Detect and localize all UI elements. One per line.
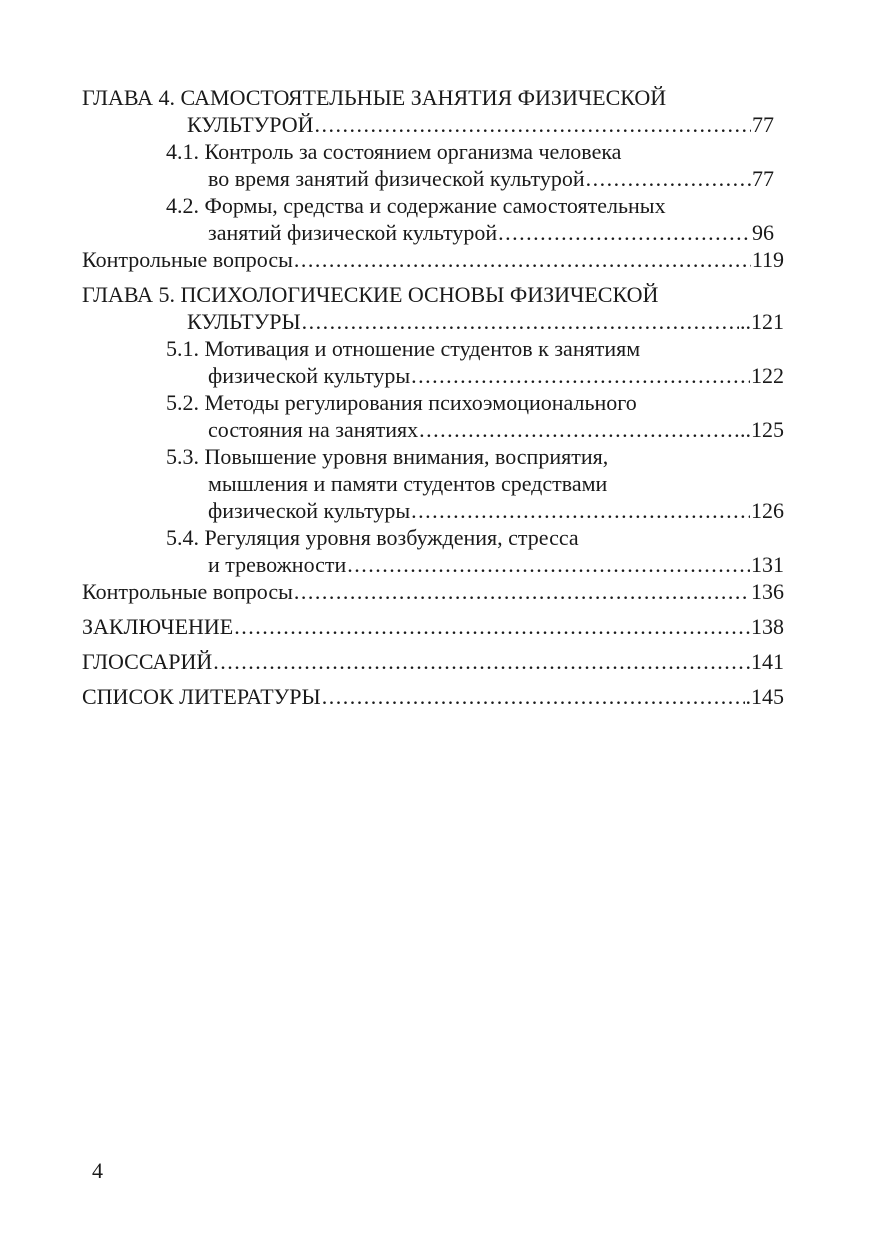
page-ref: 131 (751, 552, 784, 577)
page-ref: .145 (745, 684, 784, 709)
toc-entry[interactable] (82, 497, 784, 524)
toc-entry-references[interactable] (82, 683, 784, 710)
toc-chapter-5 (82, 281, 784, 605)
toc-entry[interactable] (82, 219, 784, 246)
section-title-line (82, 192, 784, 219)
section-title-line (82, 335, 784, 362)
toc-entry[interactable] (82, 165, 784, 192)
leader-dots (498, 219, 751, 246)
page-ref: 77 (752, 166, 774, 191)
leader-dots (302, 308, 739, 335)
toc-entry[interactable] (82, 416, 784, 443)
leader-dots (411, 362, 750, 389)
conclusion-label: ЗАКЛЮЧЕНИЕ (82, 614, 234, 639)
section-5-2-title: 5.2. Методы регулирования психоэмоционального (166, 390, 637, 415)
section-4-2-title: 4.2. Формы, средства и содержание самостоятельных (166, 193, 666, 218)
section-5-1-title-cont: физической культуры (208, 363, 411, 388)
section-5-2-title-cont: состояния на занятиях (208, 417, 419, 442)
chapter-title-line (82, 84, 784, 111)
page-ref: 77 (752, 112, 774, 137)
page-ref: 136 (751, 579, 784, 604)
section-5-3-title-cont2: физической культуры (208, 498, 411, 523)
toc-entry[interactable] (82, 111, 784, 138)
page-ref: .141 (745, 649, 784, 674)
glossary-label: ГЛОССАРИЙ (82, 649, 213, 674)
page-ref: 119 (751, 247, 784, 272)
leader-dots (234, 613, 750, 640)
section-title-line (82, 470, 784, 497)
section-5-4-title: 5.4. Регуляция уровня возбуждения, стресса (166, 525, 579, 550)
section-title-line (82, 138, 784, 165)
section-5-4-title-cont: и тревожности (208, 552, 347, 577)
leader-dots (411, 497, 750, 524)
toc-entry-glossary[interactable] (82, 648, 784, 675)
leader-dots (586, 165, 751, 192)
table-of-contents (82, 84, 784, 710)
page-number: 4 (92, 1158, 103, 1183)
leader-dots (322, 683, 745, 710)
section-4-2-title-cont: занятий физической культурой (208, 220, 498, 245)
page-ref: ..125 (740, 417, 784, 442)
page-ref: 126 (751, 498, 784, 523)
leader-dots (294, 578, 750, 605)
section-4-1-title-cont: во время занятий физической культурой (208, 166, 585, 191)
toc-entry[interactable] (82, 551, 784, 578)
leader-dots (347, 551, 750, 578)
section-5-3-title-cont: мышления и памяти студентов средствами (208, 471, 608, 496)
section-5-1-title: 5.1. Мотивация и отношение студентов к занятиям (166, 336, 641, 361)
leader-dots (294, 246, 751, 273)
toc-entry[interactable] (82, 308, 784, 335)
toc-chapter-4 (82, 84, 784, 273)
chapter-5-title-cont: КУЛЬТУРЫ (187, 309, 301, 334)
section-4-1-title: 4.1. Контроль за состоянием организма человека (166, 139, 622, 164)
section-title-line (82, 389, 784, 416)
page-ref: 96 (752, 220, 774, 245)
toc-entry-conclusion[interactable] (82, 613, 784, 640)
page-ref: 138 (751, 614, 784, 639)
chapter-5-title: ГЛАВА 5. ПСИХОЛОГИЧЕСКИЕ ОСНОВЫ ФИЗИЧЕСКОЙ (82, 282, 659, 307)
toc-entry[interactable] (82, 578, 784, 605)
chapter-4-title: ГЛАВА 4. САМОСТОЯТЕЛЬНЫЕ ЗАНЯТИЯ ФИЗИЧЕСКОЙ (82, 85, 667, 110)
references-label: СПИСОК ЛИТЕРАТУРЫ (82, 684, 321, 709)
leader-dots (213, 648, 744, 675)
questions-4-label: Контрольные вопросы (82, 247, 293, 272)
chapter-title-line (82, 281, 784, 308)
page-ref: ..121 (740, 309, 784, 334)
section-5-3-title: 5.3. Повышение уровня внимания, восприятия, (166, 444, 609, 469)
section-title-line (82, 524, 784, 551)
section-title-line (82, 443, 784, 470)
leader-dots (315, 111, 751, 138)
questions-5-label: Контрольные вопросы (82, 579, 293, 604)
toc-entry[interactable] (82, 362, 784, 389)
leader-dots (419, 416, 739, 443)
toc-entry[interactable] (82, 246, 784, 273)
chapter-4-title-cont: КУЛЬТУРОЙ (187, 112, 314, 137)
page-ref: 122 (751, 363, 784, 388)
